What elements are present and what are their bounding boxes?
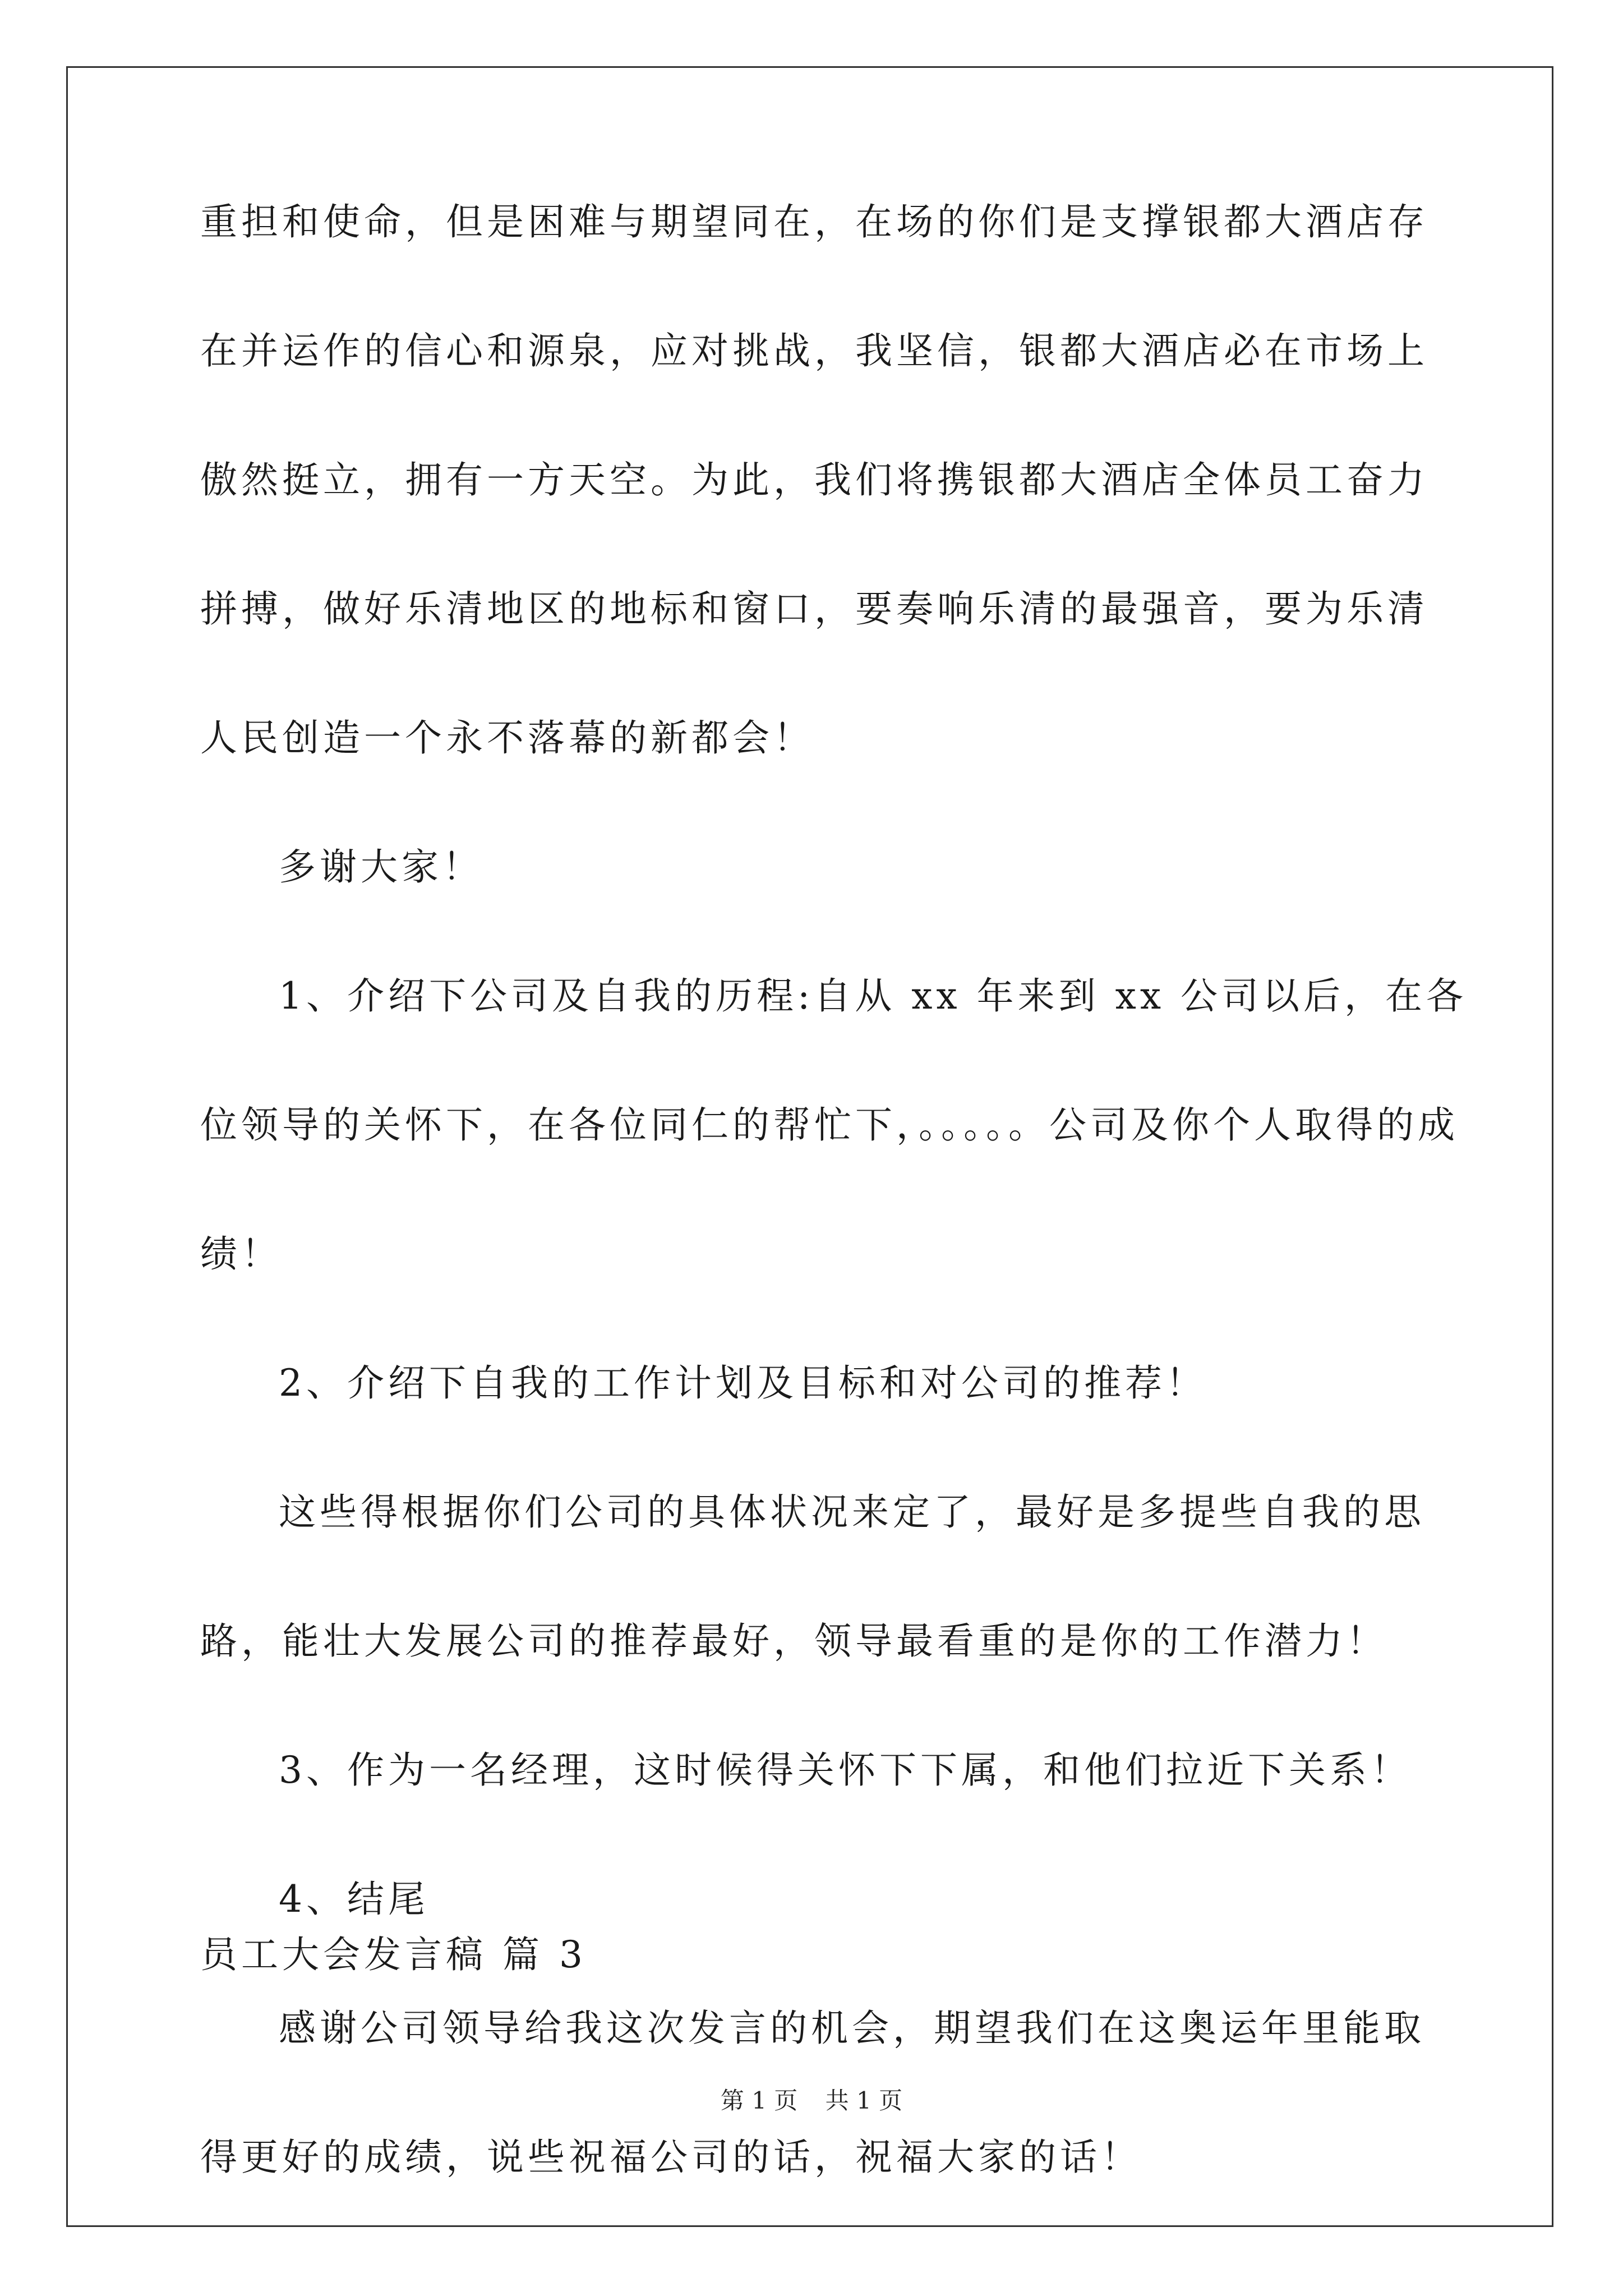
paragraph-line: 位领导的关怀下，在各位同仁的帮忙下，。。。。。公司及你个人取得的成 — [200, 1103, 1459, 1147]
page-number-current: 第 1 页 — [720, 2087, 798, 2114]
paragraph-line: 得更好的成绩，说些祝福公司的话，祝福大家的话！ — [200, 2136, 1142, 2179]
section-heading: 员工大会发言稿 篇 3 — [200, 1933, 587, 1976]
page-footer — [0, 2087, 1623, 2115]
paragraph-line: 路，能壮大发展公司的推荐最好，领导最看重的是你的工作潜力！ — [200, 1619, 1387, 1663]
paragraph-line: 2、介绍下自我的工作计划及目标和对公司的推荐！ — [279, 1361, 1207, 1405]
paragraph-line: 这些得根据你们公司的具体状况来定了，最好是多提些自我的思 — [279, 1490, 1425, 1534]
paragraph-line: 4、结尾 — [279, 1878, 429, 1921]
paragraph-line: 绩！ — [200, 1232, 282, 1276]
paragraph-line: 1、介绍下公司及自我的历程:自从 xx 年来到 xx 公司以后，在各 — [279, 974, 1468, 1018]
paragraph-line: 多谢大家！ — [279, 845, 483, 889]
paragraph-line: 拼搏，做好乐清地区的地标和窗口，要奏响乐清的最强音，要为乐清 — [200, 587, 1428, 631]
paragraph-line: 重担和使命，但是困难与期望同在，在场的你们是支撑银都大酒店存 — [200, 200, 1428, 243]
paragraph-line: 人民创造一个永不落幕的新都会！ — [200, 716, 814, 760]
paragraph-line: 傲然挺立，拥有一方天空。为此，我们将携银都大酒店全体员工奋力 — [200, 458, 1428, 501]
paragraph-line: 感谢公司领导给我这次发言的机会，期望我们在这奥运年里能取 — [279, 2007, 1425, 2050]
paragraph-line: 在并运作的信心和源泉，应对挑战，我坚信，银都大酒店必在市场上 — [200, 329, 1428, 372]
paragraph-line: 3、作为一名经理，这时候得关怀下下属，和他们拉近下关系！ — [279, 1749, 1412, 1792]
page-number-total: 共 1 页 — [825, 2087, 903, 2114]
